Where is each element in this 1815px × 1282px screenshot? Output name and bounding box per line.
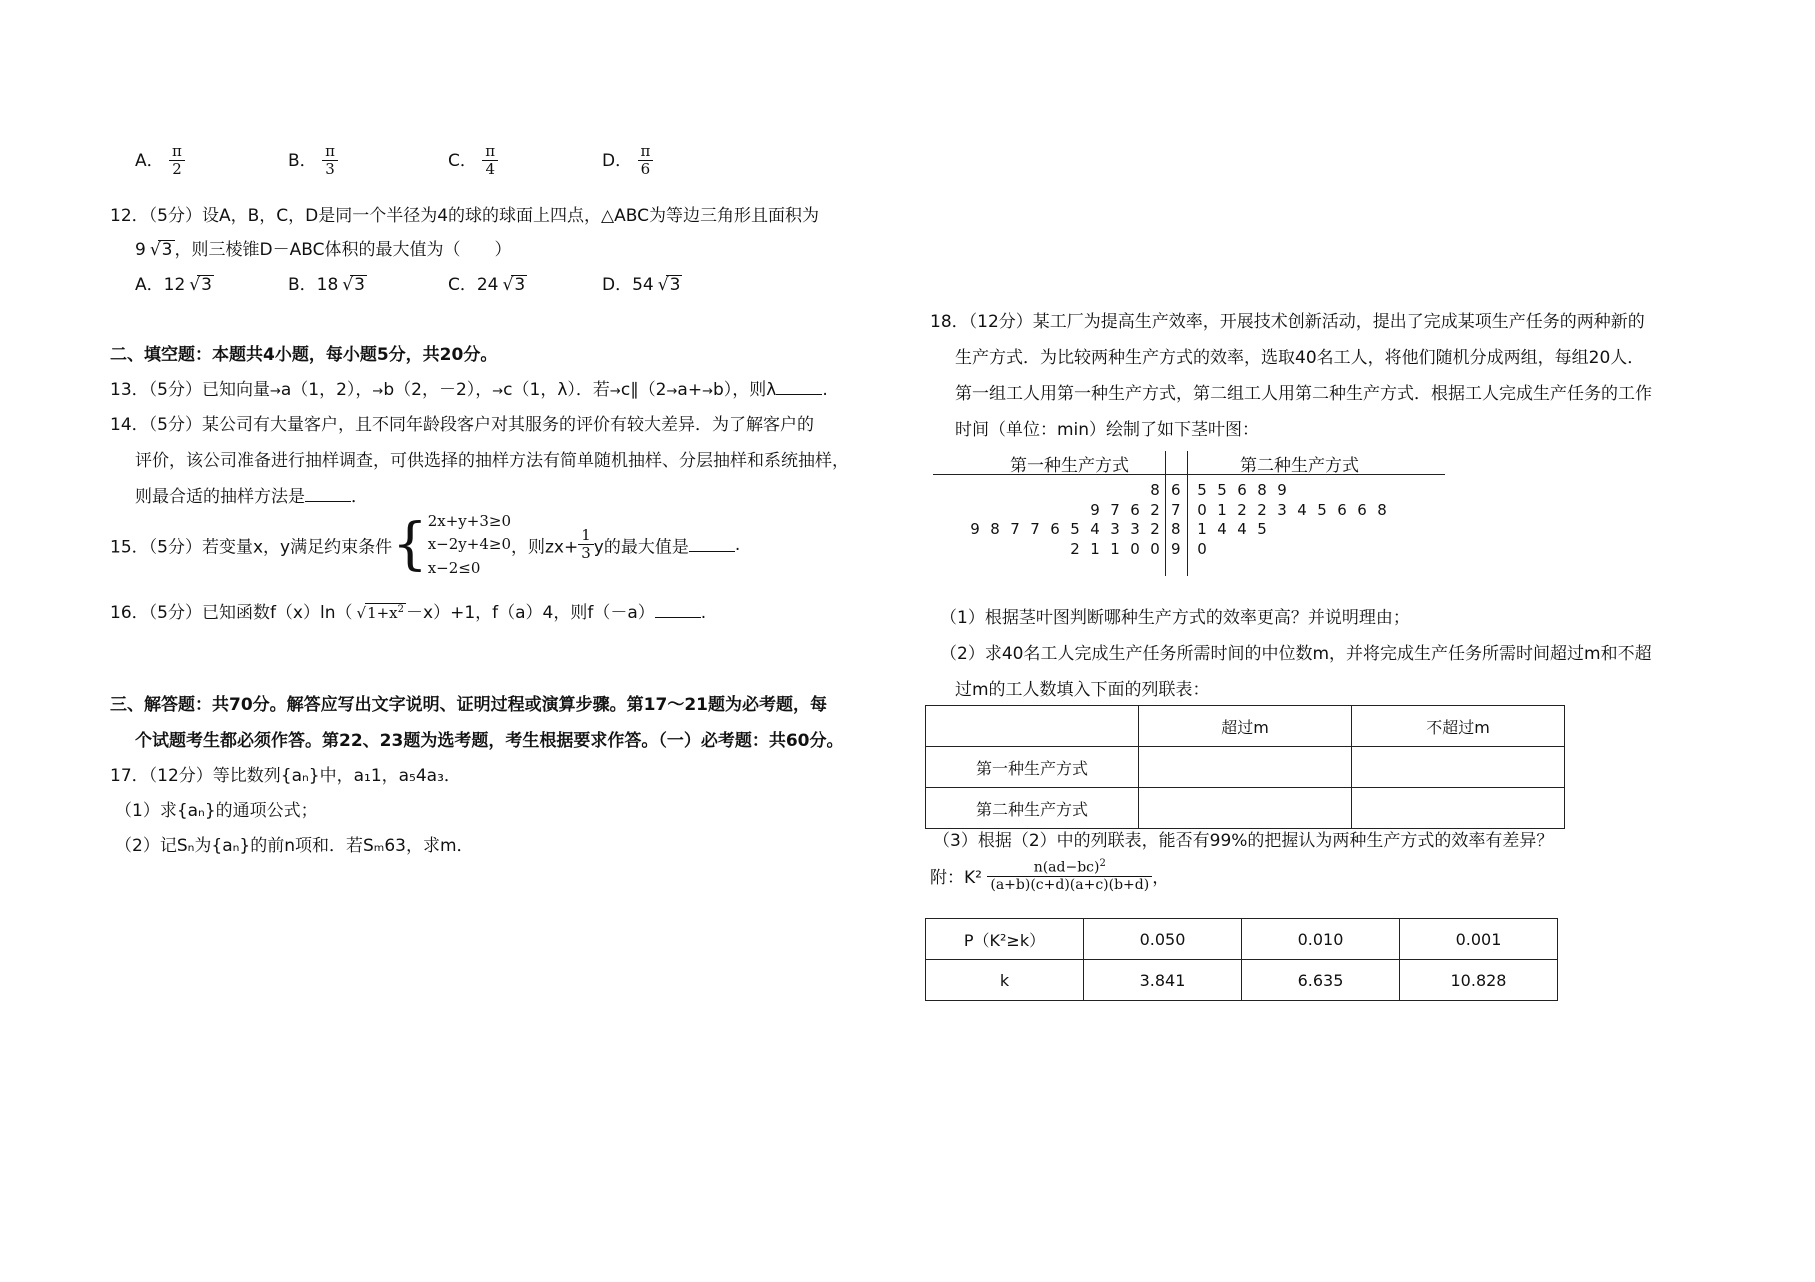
stem-digit: 7: [1171, 500, 1181, 519]
table-cell: 6.635: [1242, 960, 1400, 1001]
numerator: π: [638, 143, 654, 161]
q15-line: [110, 510, 740, 580]
plus-sign: +: [687, 380, 703, 400]
comma: ，: [1152, 867, 1170, 888]
leaf-digit: 4: [1217, 520, 1227, 538]
leaf-digit: 8: [1257, 481, 1267, 499]
stem-left-leaves: [965, 520, 1165, 538]
table-header: 超过m: [1139, 706, 1352, 747]
q12-coef: 9: [135, 240, 146, 260]
q11-option-b: [288, 143, 338, 179]
stem-left-leaves: [1085, 501, 1165, 519]
leaf-digit: 6: [1050, 520, 1060, 538]
leaf-digit: 2: [1150, 520, 1160, 538]
numerator: π: [482, 143, 498, 161]
q18-line2: 生产方式．为比较两种生产方式的效率，选取40名工人，将他们随机分成两组，每组20人．: [955, 348, 1645, 368]
leaf-digit: 2: [1257, 500, 1267, 519]
vector-arrow-icon: →: [269, 384, 281, 399]
q16-text: 16．（5分）已知函数f（x）ln（: [110, 603, 353, 623]
leaf-digit: 5: [1070, 520, 1080, 538]
leaf-digit: 1: [1197, 520, 1207, 538]
table-row: [926, 960, 1558, 1001]
table-cell: P（K²≥k）: [926, 919, 1084, 960]
table-cell: 3.841: [1084, 960, 1242, 1001]
table-row: [926, 788, 1565, 829]
constraint-1: 2x+y+3≥0: [427, 512, 511, 530]
table-cell: [1352, 747, 1565, 788]
denominator: (a+b)(c+d)(a+c)(b+d): [990, 876, 1150, 893]
option-label: B．18: [288, 275, 339, 295]
q17-line1: 17．（12分）等比数列{aₙ}中，a₁1，a₅4a₃．: [110, 766, 461, 786]
q12-option-b: [288, 270, 367, 295]
option-label: D．54: [602, 275, 654, 295]
stem-header-right: 第二种生产方式: [1240, 456, 1359, 476]
table-cell: [1139, 747, 1352, 788]
option-label: A．12: [135, 275, 186, 295]
q11-option-a: [135, 143, 185, 179]
numerator: π: [322, 143, 338, 161]
table-row: [926, 919, 1558, 960]
sqrt-radical: √ 3: [666, 275, 683, 295]
leaf-digit: 4: [1297, 500, 1307, 519]
denominator: 3: [325, 160, 335, 179]
sqrt-radical: [365, 603, 407, 622]
q11-option-d: [602, 143, 653, 179]
leaf-digit: 3: [1130, 520, 1140, 538]
vector-b: b: [713, 380, 724, 400]
leaf-digit: 7: [1110, 500, 1120, 519]
table-cell: 第一种生产方式: [926, 747, 1139, 788]
period: ．: [351, 487, 368, 507]
stem-right-leaves: [1192, 501, 1392, 519]
leaf-digit: 8: [1377, 500, 1387, 519]
q17-line2: （1）求{aₙ}的通项公式；: [115, 801, 318, 821]
fraction: [169, 143, 185, 179]
fraction: [482, 143, 498, 179]
denominator: 3: [581, 544, 591, 563]
table-cell: [926, 706, 1139, 747]
fraction: [578, 527, 594, 563]
brace-icon: {: [392, 511, 428, 577]
table-cell: [1352, 788, 1565, 829]
leaf-digit: 9: [970, 520, 980, 538]
vector-c-value: （1，λ）．若: [512, 380, 610, 400]
table-row: [926, 706, 1565, 747]
leaf-digit: 9: [1090, 500, 1100, 519]
leaf-digit: 7: [1030, 520, 1040, 538]
q12-option-a: [135, 270, 214, 295]
vector-a: a: [280, 380, 292, 400]
q12-option-d: [602, 270, 682, 295]
q12-line1: 12．（5分）设A，B，C，D是同一个半径为4的球的球面上四点，△ABC为等边三角形且面积为: [110, 206, 819, 226]
exponent: 2: [397, 604, 405, 615]
leaf-digit: 5: [1317, 500, 1327, 519]
leaf-digit: 1: [1110, 539, 1120, 558]
numerator: [987, 858, 1152, 877]
q12-option-c: [448, 270, 527, 295]
q11-option-c: [448, 143, 498, 179]
leaf-digit: 2: [1237, 500, 1247, 519]
period: .: [822, 380, 828, 400]
stem-right-leaves: [1192, 481, 1292, 499]
contingency-table: [925, 705, 1565, 829]
q15-text: 15．（5分）若变量x，y满足约束条件: [110, 537, 393, 558]
leaf-digit: 0: [1150, 539, 1160, 558]
vector-a: a: [677, 380, 688, 400]
q13-parallel: ∥（2: [630, 380, 667, 400]
vector-b-value: （2，－2），: [394, 380, 493, 400]
q18-line3: 第一组工人用第一种生产方式，第二组工人用第二种生产方式．根据工人完成生产任务的工作: [955, 384, 1652, 404]
answer-blank: [689, 537, 735, 552]
leaf-digit: 0: [1130, 539, 1140, 558]
sqrt-radical: √ 3: [158, 240, 175, 260]
vector-a-value: （1，2），: [291, 380, 373, 400]
appendix-label: 附：K²: [930, 867, 982, 888]
q16-text: －x）+1，f（a）4，则f（－a）: [406, 603, 655, 623]
q13-line: [110, 375, 828, 400]
q18-line1: 18．（12分）某工厂为提高生产效率，开展技术创新活动，提出了完成某项生产任务的两种新的: [930, 312, 1645, 332]
table-cell: 0.010: [1242, 919, 1400, 960]
leaf-digit: 2: [1150, 500, 1160, 519]
option-label: B．: [288, 150, 317, 171]
critical-value-table: [925, 918, 1558, 1001]
option-label: A．: [135, 150, 164, 171]
stem-divider-right: [1187, 451, 1188, 576]
q15-text: y的最大值是: [593, 537, 689, 558]
leaf-digit: 0: [1197, 539, 1207, 558]
leaf-digit: 2: [1070, 539, 1080, 558]
stem-digit: 9: [1171, 539, 1181, 558]
option-label: D．: [602, 150, 633, 171]
q12-line2: [135, 235, 511, 260]
leaf-digit: 5: [1217, 481, 1227, 499]
vector-c: c: [620, 380, 631, 400]
q18-part2-line2: 过m的工人数填入下面的列联表：: [955, 680, 1210, 700]
stem-left-leaves: [1145, 481, 1165, 499]
q12-text: ，则三棱锥D－ABC体积的最大值为（ ）: [174, 240, 512, 260]
appendix-formula: [930, 858, 1169, 893]
stem-digit: 6: [1171, 481, 1181, 499]
constraint-system: [428, 510, 511, 580]
section3-heading-line1: 三、解答题：共70分。解答应写出文字说明、证明过程或演算步骤。第17～21题为必考题，每: [110, 695, 827, 715]
leaf-digit: 5: [1197, 481, 1207, 499]
q17-line3: （2）记Sₙ为{aₙ}的前n项和．若Sₘ63，求m．: [115, 836, 474, 856]
q18-line4: 时间（单位：min）绘制了如下茎叶图：: [955, 420, 1260, 440]
leaf-digit: 8: [990, 520, 1000, 538]
leaf-digit: 1: [1217, 500, 1227, 519]
vector-arrow-icon: →: [666, 384, 678, 399]
vector-c: c: [503, 380, 513, 400]
q14-text: 则最合适的抽样方法是: [135, 487, 305, 507]
chi-square-fraction: [987, 858, 1152, 893]
q13-text: 13．（5分）已知向量: [110, 380, 270, 400]
q13-text: ），则λ: [723, 380, 777, 400]
period: .: [700, 603, 707, 623]
numerator: π: [169, 143, 185, 161]
answer-blank: [655, 603, 701, 618]
answer-blank: [305, 487, 351, 502]
option-label: C．: [448, 150, 477, 171]
q18-part3: （3）根据（2）中的列联表，能否有99%的把握认为两种生产方式的效率有差异？: [933, 831, 1554, 851]
denominator: 6: [640, 160, 651, 179]
table-cell: 10.828: [1400, 960, 1558, 1001]
numerator: 1: [578, 527, 594, 545]
stem-digit: 8: [1171, 520, 1181, 538]
table-cell: 0.001: [1400, 919, 1558, 960]
leaf-digit: 3: [1277, 500, 1287, 519]
fraction: [638, 143, 654, 179]
q15-text: ，则zx+: [511, 537, 579, 558]
leaf-digit: 6: [1337, 500, 1347, 519]
constraint-2: x−2y+4≥0: [427, 535, 511, 554]
leaf-digit: 5: [1257, 520, 1267, 538]
sqrt-radical: √ 3: [511, 275, 528, 295]
stem-left-leaves: [1065, 540, 1165, 558]
table-row: [926, 747, 1565, 788]
q14-line3: [135, 482, 368, 507]
section2-heading: 二、填空题：本题共4小题，每小题5分，共20分。: [110, 345, 498, 365]
leaf-digit: 8: [1150, 481, 1160, 499]
denominator: 4: [485, 160, 495, 179]
q14-line2: 评价，该公司准备进行抽样调查，可供选择的抽样方法有简单随机抽样、分层抽样和系统抽样，: [135, 451, 849, 471]
vector-b: b: [383, 380, 395, 400]
sqrt-radical: √ 3: [197, 275, 214, 295]
stem-divider-left: [1165, 451, 1166, 576]
q18-part1: （1）根据茎叶图判断哪种生产方式的效率更高？并说明理由；: [940, 608, 1410, 628]
q16-line: [110, 598, 706, 623]
stem-plot-rule: [933, 474, 1445, 475]
table-cell: 0.050: [1084, 919, 1242, 960]
exponent: 2: [1099, 858, 1106, 869]
fraction: [322, 143, 338, 179]
q18-part2-line1: （2）求40名工人完成生产任务所需时间的中位数m，并将完成生产任务所需时间超过m和不超: [940, 644, 1652, 664]
stem-header-left: 第一种生产方式: [1010, 456, 1129, 476]
vector-arrow-icon: →: [609, 384, 621, 399]
q14-line1: 14．（5分）某公司有大量客户，且不同年龄段客户对其服务的评价有较大差异．为了解客户的: [110, 415, 814, 435]
table-cell: 第二种生产方式: [926, 788, 1139, 829]
table-cell: [1139, 788, 1352, 829]
section3-heading-line2: 个试题考生都必须作答。第22、23题为选考题，考生根据要求作答。（一）必考题：共60分。: [135, 731, 844, 751]
leaf-digit: 1: [1090, 539, 1100, 558]
sqrt-radical: √ 3: [350, 275, 367, 295]
table-header: 不超过m: [1352, 706, 1565, 747]
leaf-digit: 3: [1110, 520, 1120, 538]
numerator-text: n(ad−bc): [1033, 859, 1100, 876]
stem-right-leaves: [1192, 520, 1272, 538]
denominator: 2: [172, 160, 182, 179]
leaf-digit: 6: [1130, 500, 1140, 519]
leaf-digit: 9: [1277, 481, 1287, 499]
constraint-3: x−2≤0: [427, 558, 481, 577]
leaf-digit: 4: [1090, 520, 1100, 538]
leaf-digit: 6: [1237, 481, 1247, 499]
vector-arrow-icon: →: [492, 384, 504, 399]
vector-arrow-icon: →: [372, 384, 384, 399]
leaf-digit: 6: [1357, 500, 1367, 519]
leaf-digit: 7: [1010, 520, 1020, 538]
table-cell: k: [926, 960, 1084, 1001]
radicand: 1+x: [367, 604, 398, 622]
option-label: C．24: [448, 275, 499, 295]
leaf-digit: 0: [1197, 500, 1207, 519]
vector-arrow-icon: →: [702, 384, 713, 399]
period: .: [734, 534, 741, 555]
leaf-digit: 4: [1237, 520, 1247, 538]
answer-blank: [776, 380, 822, 395]
stem-right-leaves: [1192, 540, 1212, 558]
